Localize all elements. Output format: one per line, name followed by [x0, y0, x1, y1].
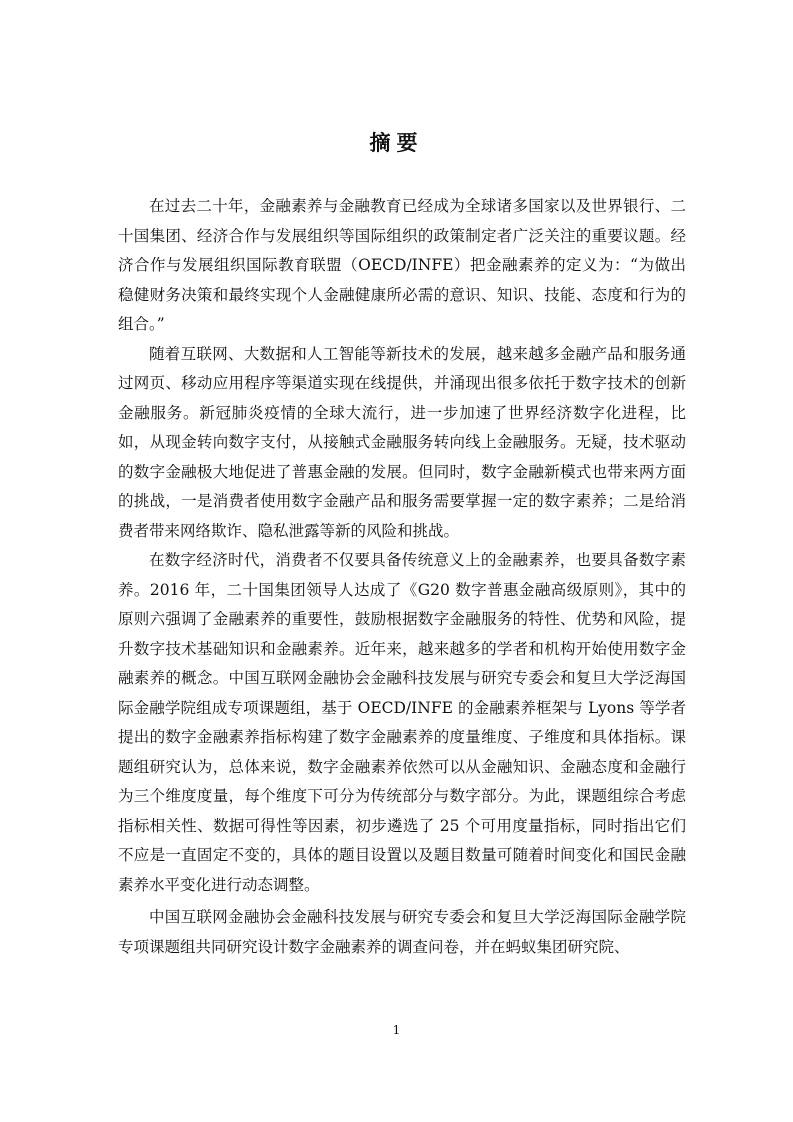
- paragraph-3: 在数字经济时代，消费者不仅要具备传统意义上的金融素养，也要具备数字素养。2016 年，二十国集团领导人达成了《G20 数字普惠金融高级原则》，其中的原则六强调了金融素养的重要性，鼓励根据数字金融服务的特性、优势和风险，提升数字技术基础知识和金融素养。近年来，越来越多的学者和机构开始使用数字金融素养的概念。中国互联网金融协会金融科技发展与研究专委会和复旦大学泛海国际金融学院组成专项课题组，基于 OECD/INFE 的金融素养框架与 Lyons 等学者提出的数字金融素养指标构建了数字金融素养的度量维度、子维度和具体指标。课题组研究认为，总体来说，数字金融素养依然可以从金融知识、金融态度和金融行为三个维度度量，每个维度下可分为传统部分与数字部分。为此，课题组综合考虑指标相关性、数据可得性等因素，初步遴选了 25 个可用度量指标，同时指出它们不应是一直固定不变的，具体的题目设置以及题目数量可随着时间变化和国民金融素养水平变化进行动态调整。: [118, 551, 686, 894]
- paragraph-1: 在过去二十年，金融素养与金融教育已经成为全球诸多国家以及世界银行、二十国集团、经济合作与发展组织等国际组织的政策制定者广泛关注的重要议题。经济合作与发展组织国际教育联盟（OECD/INFE）把金融素养的定义为：“为做出稳健财务决策和最终实现个人金融健康所必需的意识、知识、技能、态度和行为的组合。”: [118, 197, 686, 333]
- paragraph-4: 中国互联网金融协会金融科技发展与研究专委会和复旦大学泛海国际金融学院专项课题组共同研究设计数字金融素养的调查问卷，并在蚂蚁集团研究院、: [118, 908, 686, 956]
- abstract-body: [118, 192, 686, 962]
- paragraph-2: 随着互联网、大数据和人工智能等新技术的发展，越来越多金融产品和服务通过网页、移动应用程序等渠道实现在线提供，并涌现出很多依托于数字技术的创新金融服务。新冠肺炎疫情的全球大流行，进一步加速了世界经济数字化进程，比如，从现金转向数字支付，从接触式金融服务转向线上金融服务。无疑，技术驱动的数字金融极大地促进了普惠金融的发展。但同时，数字金融新模式也带来两方面的挑战，一是消费者使用数字金融产品和服务需要掌握一定的数字素养；二是给消费者带来网络欺诈、隐私泄露等新的风险和挑战。: [118, 344, 686, 540]
- page-title: 摘要: [369, 130, 424, 155]
- page-number: 1: [392, 1023, 401, 1037]
